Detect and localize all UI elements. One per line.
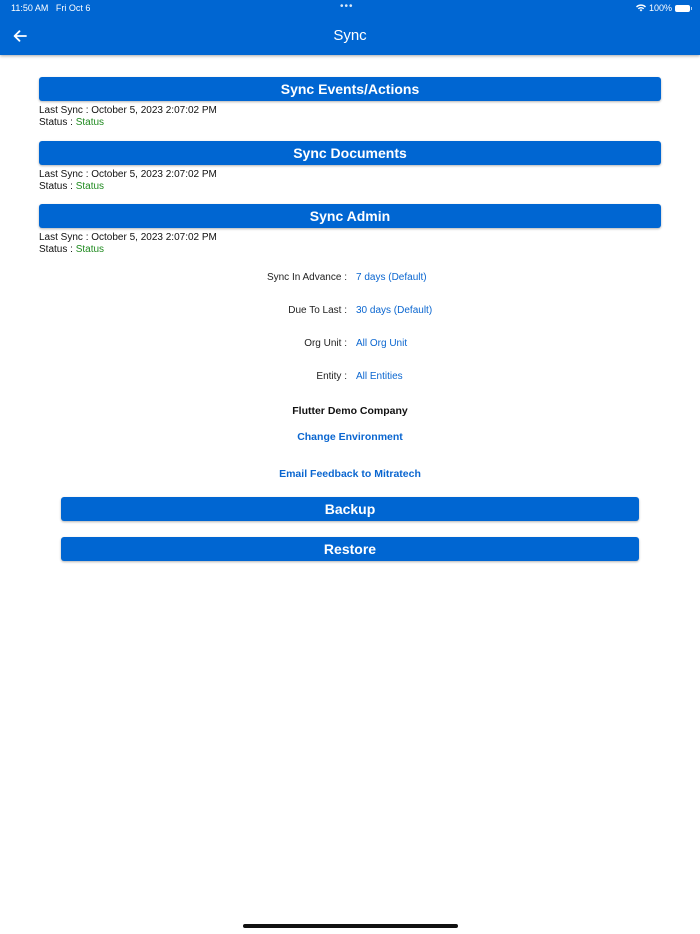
- email-feedback-link[interactable]: Email Feedback to Mitratech: [279, 468, 421, 480]
- battery-percent: 100%: [648, 3, 672, 13]
- backup-button[interactable]: Backup: [61, 497, 639, 521]
- last-sync-text: Last Sync : October 5, 2023 2:07:02 PM: [39, 105, 217, 116]
- status-text: Status : Status: [39, 117, 105, 128]
- status-indicators: [636, 3, 690, 13]
- status-text: Status : Status: [39, 181, 105, 192]
- setting-label: Entity :: [316, 371, 347, 382]
- status-value: Status: [75, 181, 105, 192]
- sync-events-info: [39, 105, 217, 129]
- sync-events-actions-button[interactable]: Sync Events/Actions: [39, 77, 661, 101]
- company-name: Flutter Demo Company: [292, 405, 408, 417]
- sync-in-advance-value[interactable]: 7 days (Default): [356, 272, 427, 283]
- last-sync-text: Last Sync : October 5, 2023 2:07:02 PM: [39, 232, 217, 243]
- battery-icon: [675, 5, 690, 12]
- sync-documents-info: [39, 169, 217, 193]
- org-unit-row: [0, 338, 700, 352]
- last-sync-text: Last Sync : October 5, 2023 2:07:02 PM: [39, 169, 217, 180]
- due-to-last-row: [0, 305, 700, 319]
- sync-in-advance-row: [0, 272, 700, 286]
- status-value: Status: [75, 244, 105, 255]
- entity-value[interactable]: All Entities: [356, 371, 403, 382]
- app-bar: [0, 0, 700, 55]
- wifi-icon: [636, 4, 646, 12]
- setting-label: Sync In Advance :: [266, 272, 347, 283]
- org-unit-value[interactable]: All Org Unit: [356, 338, 408, 349]
- change-environment-link[interactable]: Change Environment: [297, 431, 403, 443]
- sync-admin-button[interactable]: Sync Admin: [39, 204, 661, 228]
- status-bar: [0, 0, 700, 16]
- status-value: Status: [75, 117, 105, 128]
- restore-button[interactable]: Restore: [61, 537, 639, 561]
- setting-label: Due To Last :: [288, 305, 347, 316]
- page-title: Sync: [333, 27, 367, 44]
- sync-admin-info: [39, 232, 217, 256]
- status-text: Status : Status: [39, 244, 105, 255]
- entity-row: [0, 371, 700, 385]
- sync-documents-button[interactable]: Sync Documents: [39, 141, 661, 165]
- multitasking-dots[interactable]: •••: [340, 1, 354, 12]
- setting-label: Org Unit :: [304, 338, 347, 349]
- status-time: 11:50 AM Fri Oct 6: [11, 3, 91, 13]
- home-indicator[interactable]: [243, 924, 458, 928]
- due-to-last-value[interactable]: 30 days (Default): [356, 305, 433, 316]
